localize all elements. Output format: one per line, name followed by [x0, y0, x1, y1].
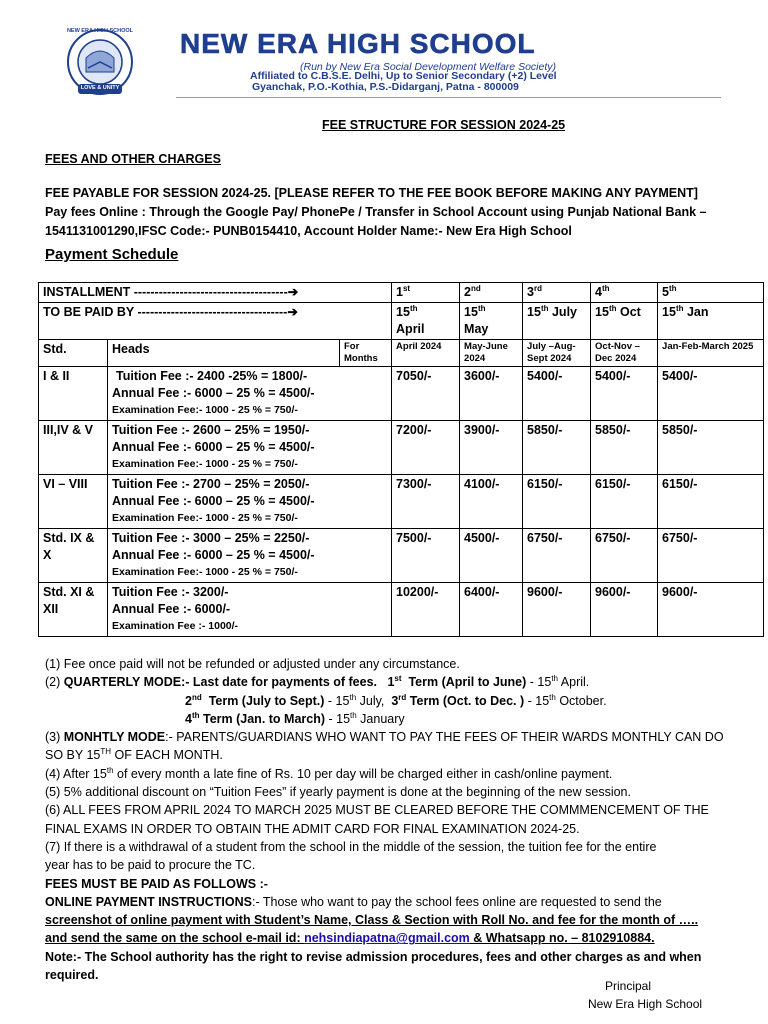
std-cell: Std. XI & XII [39, 583, 108, 637]
note-7-line1: (7) If there is a withdrawal of a student from the school in the middle of the session, the tuition fee for the entire [45, 839, 657, 854]
note-authority-cont: required. [45, 968, 99, 983]
installment-2: 2nd [460, 283, 523, 303]
installment-label: INSTALLMENT -------------------------------------➔ [39, 283, 392, 303]
amount-5: 5400/- [658, 367, 764, 421]
due-date-5: 15th Jan [658, 303, 764, 340]
amount-5: 5850/- [658, 421, 764, 475]
logo-motto: LOVE & UNITY [80, 85, 120, 91]
amount-3: 5850/- [523, 421, 591, 475]
fee-row [39, 421, 764, 475]
principal-school: New Era High School [588, 997, 703, 1011]
amount-4: 5400/- [591, 367, 658, 421]
heads-cell [108, 583, 392, 637]
period-3: July –Aug-Sept 2024 [523, 340, 591, 367]
logo-ring-text: NEW ERA HIGH SCHOOL [66, 28, 134, 34]
annual-fee: Annual Fee :- 6000 – 25 % = 4500/- [112, 440, 315, 454]
amount-4: 5850/- [591, 421, 658, 475]
amount-3: 6150/- [523, 475, 591, 529]
tuition-fee: Tuition Fee :- 3000 – 25% = 2250/- [112, 531, 310, 545]
amount-4: 6150/- [591, 475, 658, 529]
std-cell: III,IV & V [39, 421, 108, 475]
heads-cell [108, 475, 392, 529]
note-authority: Note:- The School authority has the right to revise admission procedures, fees and other charges as and when [45, 949, 702, 964]
std-cell: Std. IX & X [39, 529, 108, 583]
header-row [39, 340, 764, 367]
annual-fee: Annual Fee :- 6000/- [112, 602, 231, 616]
note-2-term4: 4th Term (Jan. to March) - 15th January [185, 710, 405, 726]
note-4: (4) After 15th of every month a late fine of Rs. 10 per day will be charged either in cash/online payment. [45, 765, 613, 781]
annual-fee: Annual Fee :- 6000 – 25 % = 4500/- [112, 494, 315, 508]
note-6-line1: (6) ALL FEES FROM APRIL 2024 TO MARCH 2025 MUST BE CLEARED BEFORE THE COMMMENCEMENT OF THE [45, 803, 709, 818]
fee-payable: FEE PAYABLE FOR SESSION 2024-25. [PLEASE REFER TO THE FEE BOOK BEFORE MAKING ANY PAYMENT] [45, 186, 698, 200]
fee-row [39, 529, 764, 583]
tuition-fee: Tuition Fee :- 3200/- [112, 585, 229, 599]
note-3: (3) MONHTLY MODE:- PARENTS/GUARDIANS WHO WANT TO PAY THE FEES OF THEIR WARDS MONTHLY CAN DO [45, 730, 724, 745]
amount-1: 7200/- [392, 421, 460, 475]
amount-3: 5400/- [523, 367, 591, 421]
amount-1: 7500/- [392, 529, 460, 583]
to-be-paid-label: TO BE PAID BY ------------------------------------➔ [39, 303, 392, 340]
note-1: (1) Fee once paid will not be refunded or adjusted under any circumstance. [45, 657, 460, 671]
school-logo [56, 28, 144, 100]
amount-4: 6750/- [591, 529, 658, 583]
heads-cell [108, 421, 392, 475]
amount-2: 3600/- [460, 367, 523, 421]
due-date-2: 15th May [460, 303, 523, 340]
col-heads: Heads [108, 340, 340, 367]
amount-2: 4100/- [460, 475, 523, 529]
heads-cell [108, 367, 392, 421]
email-link[interactable]: nehsindiapatna@gmail.com [304, 931, 470, 946]
amount-3: 6750/- [523, 529, 591, 583]
note-2-terms: 2nd Term (July to Sept.) - 15th July, 3rd Term (Oct. to Dec. ) - 15th October. [185, 692, 607, 708]
period-4: Oct-Nov – Dec 2024 [591, 340, 658, 367]
exam-fee: Examination Fee :- 1000/- [112, 620, 239, 632]
due-date-row [39, 303, 764, 340]
online-instructions-line3: and send the same on the school e-mail id: nehsindiapatna@gmail.com & Whatsapp no. – 8102910884. [45, 931, 655, 946]
amount-2: 6400/- [460, 583, 523, 637]
col-std: Std. [39, 340, 108, 367]
col-for-months: For Months [340, 340, 392, 367]
run-by: (Run by New Era Social Development Welfare Society) [300, 61, 556, 73]
annual-fee: Annual Fee :- 6000 – 25 % = 4500/- [112, 548, 315, 562]
fees-heading: FEES AND OTHER CHARGES [45, 152, 221, 166]
pay-online-line2: 1541131001290,IFSC Code:- PUNB0154410, Account Holder Name:- New Era High School [45, 224, 572, 238]
amount-1: 10200/- [392, 583, 460, 637]
principal-title: Principal [605, 979, 652, 993]
affiliation: Affiliated to C.B.S.E. Delhi, Up to Senior Secondary (+2) Level [250, 70, 557, 82]
amount-3: 9600/- [523, 583, 591, 637]
payment-schedule-heading: Payment Schedule [45, 246, 179, 263]
page-title: FEE STRUCTURE FOR SESSION 2024-25 [322, 118, 566, 132]
amount-1: 7300/- [392, 475, 460, 529]
installment-3: 3rd [523, 283, 591, 303]
due-date-4: 15th Oct [591, 303, 658, 340]
fee-row [39, 475, 764, 529]
amount-1: 7050/- [392, 367, 460, 421]
exam-fee: Examination Fee:- 1000 - 25 % = 750/- [112, 404, 298, 416]
tuition-fee: Tuition Fee :- 2600 – 25% = 1950/- [112, 423, 310, 437]
fee-row [39, 367, 764, 421]
notes-section [45, 655, 760, 984]
exam-fee: Examination Fee:- 1000 - 25 % = 750/- [112, 566, 298, 578]
due-date-3: 15th July [523, 303, 591, 340]
address: Gyanchak, P.O.-Kothia, P.S.-Didarganj, Patna - 800009 [252, 81, 519, 93]
amount-2: 4500/- [460, 529, 523, 583]
school-name: NEW ERA HIGH SCHOOL [180, 28, 536, 59]
period-5: Jan-Feb-March 2025 [658, 340, 764, 367]
std-cell: VI – VIII [39, 475, 108, 529]
pay-online-line1: Pay fees Online : Through the Google Pay/ PhonePe / Transfer in School Account using Punjab National Bank – [45, 205, 707, 219]
amount-5: 9600/- [658, 583, 764, 637]
std-cell: I & II [39, 367, 108, 421]
heads-cell [108, 529, 392, 583]
note-3-cont: SO BY 15TH OF EACH MONTH. [45, 747, 223, 763]
fee-table [38, 282, 764, 637]
note-5: (5) 5% additional discount on “Tuition Fees” if yearly payment is done at the beginning of the new session. [45, 785, 631, 800]
fee-row [39, 583, 764, 637]
note-7-line2: year has to be paid to procure the TC. [45, 858, 256, 873]
due-date-1: 15th April [392, 303, 460, 340]
tuition-fee: Tuition Fee :- 2400 -25% = 1800/- [116, 369, 308, 383]
installment-row [39, 283, 764, 303]
amount-4: 9600/- [591, 583, 658, 637]
period-1: April 2024 [392, 340, 460, 367]
installment-4: 4th [591, 283, 658, 303]
installment-5: 5th [658, 283, 764, 303]
header-divider [176, 97, 721, 98]
amount-5: 6750/- [658, 529, 764, 583]
installment-1: 1st [392, 283, 460, 303]
tuition-fee: Tuition Fee :- 2700 – 25% = 2050/- [112, 477, 310, 491]
amount-5: 6150/- [658, 475, 764, 529]
amount-2: 3900/- [460, 421, 523, 475]
exam-fee: Examination Fee:- 1000 - 25 % = 750/- [112, 458, 298, 470]
online-instructions: ONLINE PAYMENT INSTRUCTIONS:- Those who want to pay the school fees online are requested to send the [45, 894, 662, 909]
note-6-line2: FINAL EXAMS IN ORDER TO OBTAIN THE ADMIT CARD FOR FINAL EXAMINATION 2024-25. [45, 821, 580, 836]
note-2: (2) QUARTERLY MODE:- Last date for payments of fees. 1st Term (April to June) - 15th April. [45, 674, 590, 690]
period-2: May-June 2024 [460, 340, 523, 367]
online-instructions-line2: screenshot of online payment with Student’s Name, Class & Section with Roll No. and fee for the month of ….. [45, 913, 699, 928]
fees-must-be-paid: FEES MUST BE PAID AS FOLLOWS :- [45, 876, 268, 891]
annual-fee: Annual Fee :- 6000 – 25 % = 4500/- [112, 386, 315, 400]
exam-fee: Examination Fee:- 1000 - 25 % = 750/- [112, 512, 298, 524]
